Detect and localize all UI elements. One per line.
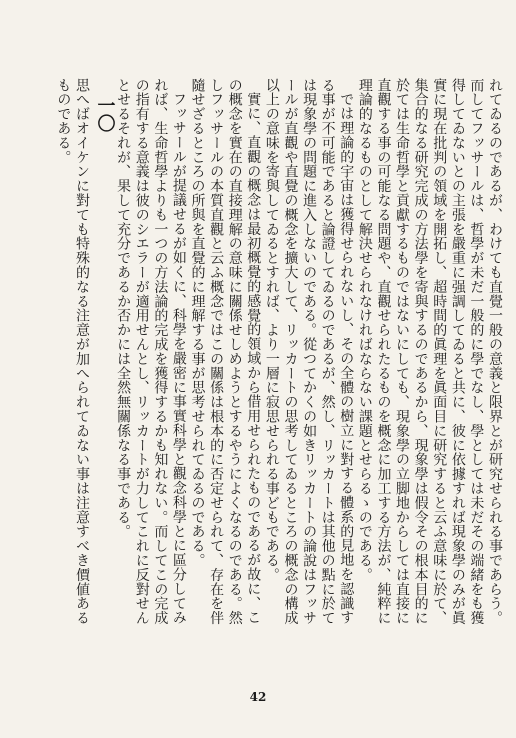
paragraph-4: フッサールが提議せるが如くに、科學を嚴密に事實科學と觀念科學とに區分してみれば、生命哲學よりも一つの方法論的完成を獲得するかも知れない。而してこの完成の指有する意義は彼のシエラーが適用せんとし、リッカートが力してこれに反對せんとせるそれが、果して充分であるか否かには全然無關係なる事である。 [115,78,187,626]
paragraph-1: れてゐるのであるが、わけても直覺一般の意義と限界とが研究せられる事であらう。而してフッサールは、哲學が未だ一般的に學でなし、學としては未だその端緒をも獲得してゐないとの主張を嚴重に强調してゐると共に、彼に依據すれば現象學のみが眞實に現在批判の領域を開拓し、超時間的眞理を眞面目に研究すると云ふ意味に於て、集合的なる研究完成の方法學を寄與するのであるから、現象學は假令その根本目的に於ては生命哲學と貢獻するものではないにしても、現象學の立脚地からしては直接に直觀する事の可能なる問題や、直觀せられたるものを概念に加工する方法が、純粹に理論的なるものとして解決せられなければならない課題とせらるゝのである。 [356,78,503,626]
section-number: 一〇 [94,96,116,133]
vertical-text-block [16,78,504,638]
page-number: 42 [249,690,267,704]
paragraph-3: 實に、直觀の概念は最初概覺的感覺的領域から借用せられたものであるが故に、この概念を實在の直接理解の意味に關係せしめようとするやうによくなるのである。然しフッサールの本質直觀と云ふ概念ではこの關係は根本的に否定せられて、存在を伴隨せざるところの所與を直覺的に理解する事が思考せられてゐるのである。 [189,78,262,626]
paragraph-2: では理論的宇宙は獲得せられないし、その全體の樹立に對する體系的見地を認識する事が不可能であると論證してゐるのであるが、然し、リッカートは其他の點に於ては現象學の問題に進入しないのである。從つてかくの如きリッカートの論說はフッサールが直觀や直覺の概念を擴大して、リッカートの思考してゐるところの概念の構成以上の意味を寄與してゐるとすれば、より一層に寂思せられる事どもである。 [263,78,355,626]
paragraph-final: 思へばオイケンに對ても特殊的なる注意が加へられてゐない事は注意すべき價値あるものである。 [55,78,90,626]
